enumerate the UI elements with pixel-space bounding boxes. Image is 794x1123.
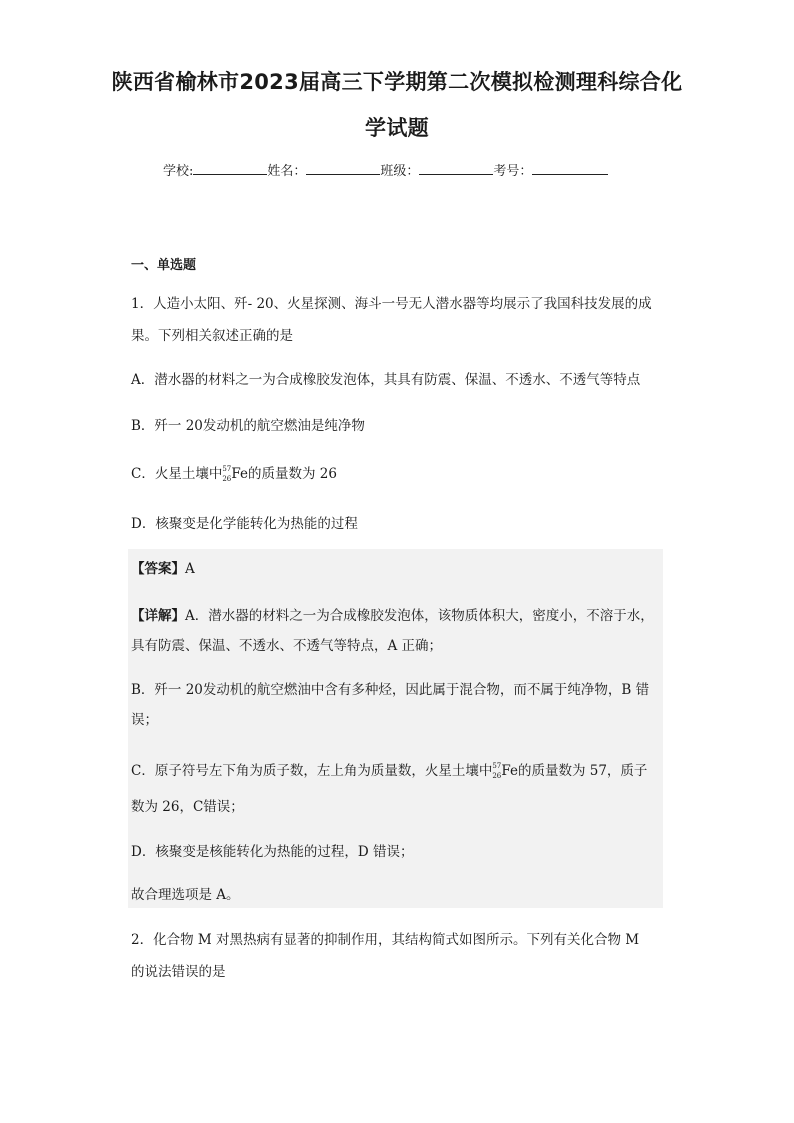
section-heading: 一、单选题 (131, 258, 197, 273)
school-label: 学校: (163, 164, 194, 179)
q1-option-b: B．歼一 20发动机的航空燃油是纯净物 (131, 418, 365, 434)
detail-c-line2: 数为 26，C错误； (131, 799, 244, 815)
exam-no-blank (532, 162, 608, 175)
iso-atomic-number-detail: 26 (492, 771, 502, 780)
iso-atomic-number: 26 (222, 474, 232, 483)
detail-b-line2: 误； (131, 712, 158, 728)
q1-option-c (131, 462, 337, 482)
detail-b-line1: B．歼一 20发动机的航空燃油中含有多种烃，因此属于混合物，而不属于纯净物，B 错 (131, 682, 650, 698)
doc-title-line2: 学试题 (365, 116, 429, 140)
q1-option-d: D．核聚变是化学能转化为热能的过程 (131, 516, 358, 532)
conclusion: 故合理选项是 A。 (131, 887, 240, 903)
q1-stem-line2: 果。下列相关叙述正确的是 (131, 328, 293, 344)
iso-mass-number: 57 (222, 464, 232, 473)
class-label: 班级： (380, 164, 420, 179)
school-blank (193, 162, 267, 175)
exam-no-label: 考号： (493, 164, 533, 179)
answer-label: 【答案】 (131, 561, 185, 577)
q1-option-c-pre: C．火星土壤中 (131, 466, 223, 482)
class-blank (419, 162, 493, 175)
q1-stem-line1: 1．人造小太阳、歼- 20、火星探测、海斗一号无人潜水器等均展示了我国科技发展的成 (131, 296, 652, 312)
student-info-row (163, 160, 608, 179)
q1-option-a: A．潜水器的材料之一为合成橡胶发泡体，其具有防震、保温、不透水、不透气等特点 (131, 372, 641, 388)
detail-c-pre: C．原子符号左下角为质子数，左上角为质量数，火星土壤中 (131, 763, 493, 779)
q2-stem-line2: 的说法错误的是 (131, 964, 226, 980)
detail-a-line1 (131, 604, 654, 624)
answer-row (131, 557, 195, 577)
isotope-symbol-detail (492, 761, 502, 780)
name-blank (306, 162, 380, 175)
detail-d: D．核聚变是核能转化为热能的过程，D 错误； (131, 844, 414, 860)
q1-option-c-post: Fe的质量数为 26 (231, 466, 337, 482)
q2-stem-line1: 2．化合物 M 对黑热病有显著的抑制作用，其结构简式如图所示。下列有关化合物 M (131, 932, 640, 948)
detail-a-text: A．潜水器的材料之一为合成橡胶发泡体，该物质体积大，密度小，不溶于水， (185, 608, 654, 624)
detail-c-post: Fe的质量数为 57，质子 (501, 763, 648, 779)
name-label: 姓名： (267, 164, 307, 179)
isotope-symbol (222, 464, 232, 483)
detail-label: 【详解】 (131, 608, 185, 624)
doc-title-line1: 陕西省榆林市2023届高三下学期第二次模拟检测理科综合化 (111, 70, 683, 94)
iso-mass-number-detail: 57 (492, 761, 502, 770)
answer-value: A (185, 561, 195, 577)
detail-c-line1 (131, 759, 647, 779)
detail-a-line2: 具有防震、保温、不透水、不透气等特点，A 正确； (131, 638, 443, 654)
